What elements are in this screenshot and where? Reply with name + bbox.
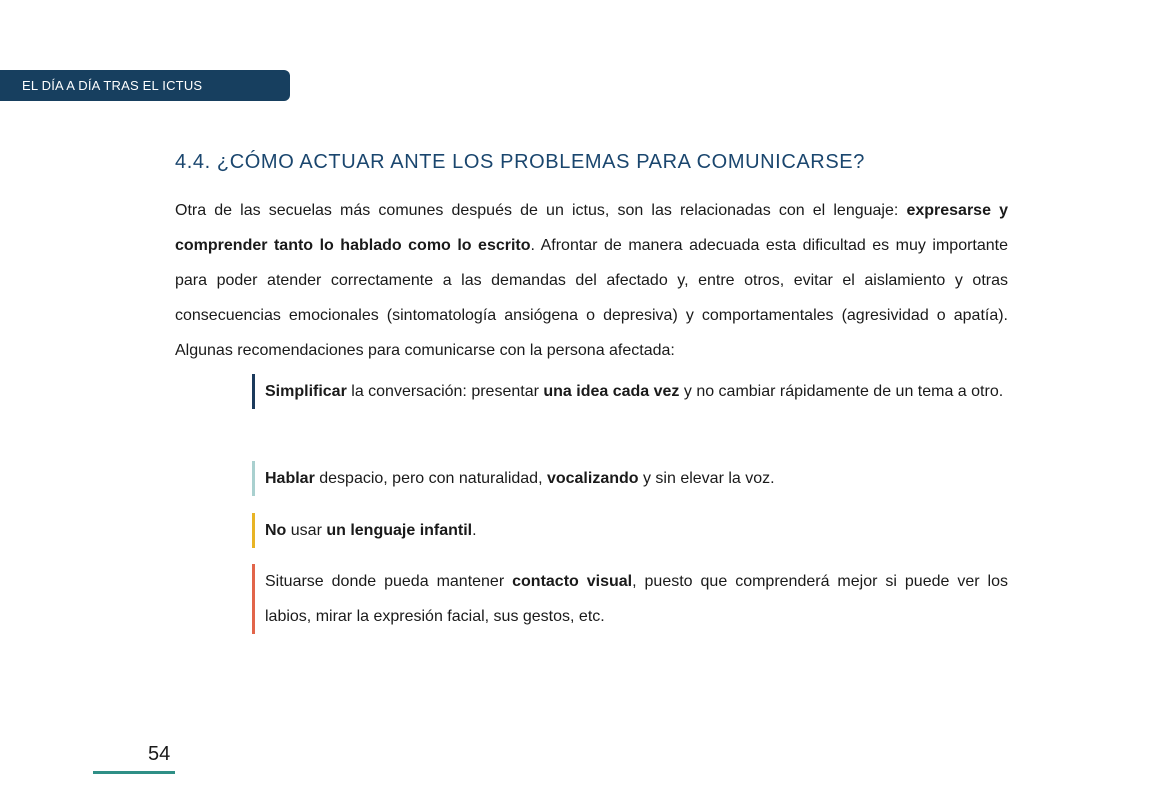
recommendation-bold: No xyxy=(265,522,287,539)
recommendation-bold: Hablar xyxy=(265,470,315,487)
chapter-header-label: EL DÍA A DÍA TRAS EL ICTUS xyxy=(22,78,203,93)
page-number-rule xyxy=(93,771,175,774)
recommendation-item-simplify xyxy=(252,374,1008,409)
recommendation-text: . xyxy=(472,522,477,539)
recommendation-text: despacio, pero con naturalidad, xyxy=(314,470,547,487)
intro-paragraph xyxy=(175,193,1008,368)
section-title: 4.4. ¿CÓMO ACTUAR ANTE LOS PROBLEMAS PARA COMUNICARSE? xyxy=(175,151,865,173)
recommendation-text: Situarse donde pueda mantener xyxy=(265,573,513,590)
recommendation-text: y no cambiar rápidamente de un tema a otro. xyxy=(679,383,1004,400)
recommendation-item-eye-contact xyxy=(252,564,1008,634)
recommendation-item-speak xyxy=(252,461,1008,496)
intro-text-2: . Afrontar de manera adecuada esta dificultad es muy importante para poder atender correctamente a las demandas del afectado y, entre otros, evitar el aislamiento y otras consecuencias emocionales (sintomatología ansiógena o depresiva) y comportamentales (agresividad o apatía). Algunas recomendaciones para comunicarse con la persona afectada: xyxy=(175,237,1009,359)
recommendation-item-no-childish xyxy=(252,513,1008,548)
recommendation-bold: contacto visual xyxy=(512,573,633,590)
recommendation-text: usar xyxy=(286,522,327,539)
recommendation-text: , puesto que comprenderá mejor si puede ver los labios, mirar la expresión facial, sus gestos, etc. xyxy=(265,573,1008,625)
recommendation-text: la conversación: presentar xyxy=(346,383,544,400)
recommendation-bold: un lenguaje infantil xyxy=(326,522,473,539)
recommendation-bold: Simplificar xyxy=(265,383,347,400)
chapter-header-tab xyxy=(0,70,290,101)
intro-bold-1: expresarse y comprender tanto lo hablado como lo escrito xyxy=(175,202,1009,254)
intro-text-1: Otra de las secuelas más comunes después de un ictus, son las relacionadas con el lenguaje: xyxy=(175,202,907,219)
recommendation-bold: una idea cada vez xyxy=(543,383,680,400)
recommendation-text: y sin elevar la voz. xyxy=(638,470,775,487)
recommendation-bold: vocalizando xyxy=(546,470,639,487)
page-number: 54 xyxy=(148,743,171,765)
